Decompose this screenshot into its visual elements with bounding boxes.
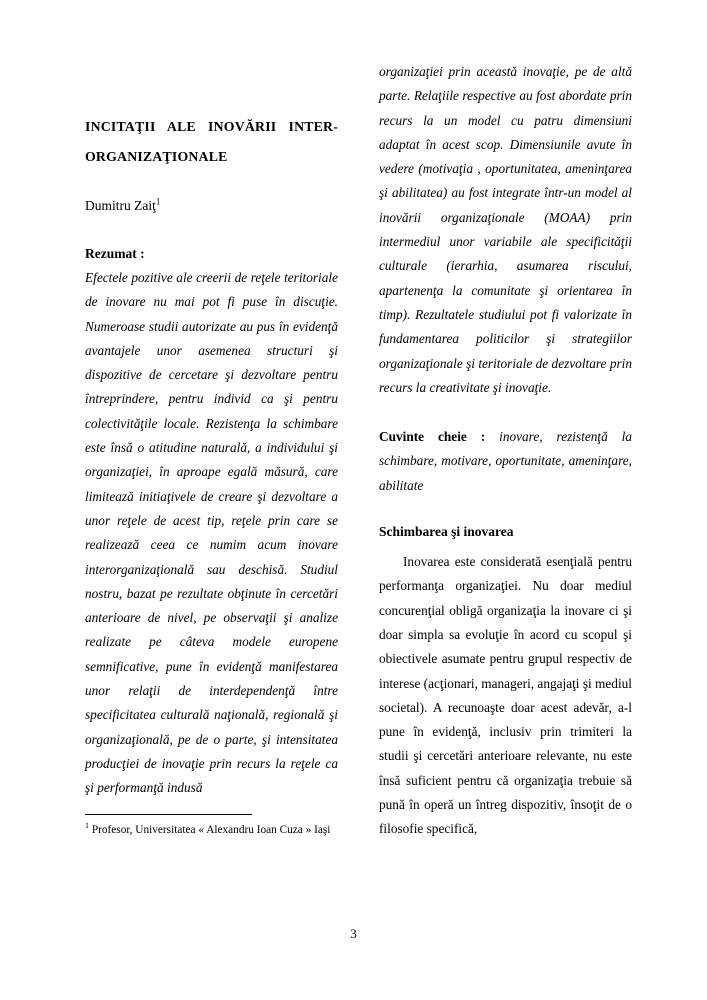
keywords-paragraph bbox=[379, 425, 632, 498]
page-number: 3 bbox=[350, 926, 357, 941]
article-title-line-2: ORGANIZAŢIONALE bbox=[85, 149, 228, 164]
abstract-text-column-1: Efectele pozitive ale creerii de reţele teritoriale de inovare nu mai pot fi puse în discuţie. Numeroase studii autorizate au pus în evidenţă avantajele unor asemenea structuri şi dispozitive de cercetare şi dezvoltare pentru întreprindere, pentru individ ca şi pentru colectivităţile locale. Rezistenţa la schimbare este însă o atitudine naturală, a individului şi organizaţiei, în aproape egală măsură, care limitează initiaţivele de creare şi dezvoltare a unor reţele de acest tip, reţele prin care se realizează ceea ce numim acum inovare interorganizaţională sau deschisă. Studiul nostru, bazat pe rezultate obţinute în cercetări anterioare de nivel, pe observaţii şi analize realizate pe câteva modele europene semnificative, pune în evidenţă manifestarea unor relaţii de interdependenţă între specificitatea culturală naţională, regională şi organizaţională, pe de o parte, şi intensitatea producţiei de inovaţie prin recurs la reţele ca şi performanţă indusă bbox=[85, 270, 338, 796]
footnote-separator-rule bbox=[85, 814, 252, 815]
right-column bbox=[379, 60, 632, 842]
abstract-label: Rezumat : bbox=[85, 246, 145, 261]
section-heading: Schimbarea şi inovarea bbox=[379, 524, 514, 540]
footnote-marker: 1 bbox=[85, 820, 89, 830]
author-name: Dumitru Zaiţ bbox=[85, 198, 156, 213]
keywords-label: Cuvinte cheie : bbox=[379, 429, 486, 445]
left-column bbox=[85, 60, 338, 842]
footnote-text: Profesor, Universitatea « Alexandru Ioan Cuza » Iaşi bbox=[91, 823, 331, 836]
two-column-layout bbox=[85, 60, 632, 842]
footnote bbox=[85, 814, 338, 840]
abstract-text-column-2: organizaţiei prin această inovaţie, pe de altă parte. Relaţiile respective au fost abordate prin recurs la un model cu patru dimensiuni adaptat în acest scop. Dimensiunile avute în vedere (motivaţia , oportunitatea, ameninţarea şi abilitatea) au fost integrate într-un model al inovării organizaţionale (MOAA) prin intermediul unor variabile ale specificităţii culturale (ierarhia, asumarea riscului, apartenenţa la comunitate şi orientarea în timp). Rezultatele studiului pot fi valorizate în fundamentarea politicilor şi strategiilor organizaţionale şi teritoriale de dezvoltare prin recurs la creativitate şi inovaţie. bbox=[379, 64, 632, 395]
author-line bbox=[85, 198, 338, 214]
keywords-list: inovare, rezistenţă la schimbare, motivare, oportunitate, ameninţare, abilitate bbox=[379, 429, 633, 493]
footnote-text-line bbox=[85, 821, 338, 840]
article-title-line-1: INCITAŢII ALE INOVĂRII INTER- bbox=[85, 119, 338, 134]
author-footnote-ref: 1 bbox=[155, 196, 161, 207]
article-title bbox=[85, 112, 338, 172]
body-paragraph: Inovarea este considerată esenţială pentru performanţa organizaţiei. Nu doar mediul concurenţial obligă organizaţia la inovare ci şi doar simpla sa evoluţie în acord cu scopul şi obiectivele asumate pentru grupul respectiv de interese (acţionari, manageri, angajaţi şi mediul societal). A recunoaşte doar acest adevăr, a-l pune în evidenţă, inclusiv prin trimiteri la studii şi cercetări anterioare relevante, nu este însă suficient pentru că organizaţia trebuie să pună în operă un întreg dispozitiv, însoţit de o filosofie specifică, bbox=[379, 554, 632, 837]
